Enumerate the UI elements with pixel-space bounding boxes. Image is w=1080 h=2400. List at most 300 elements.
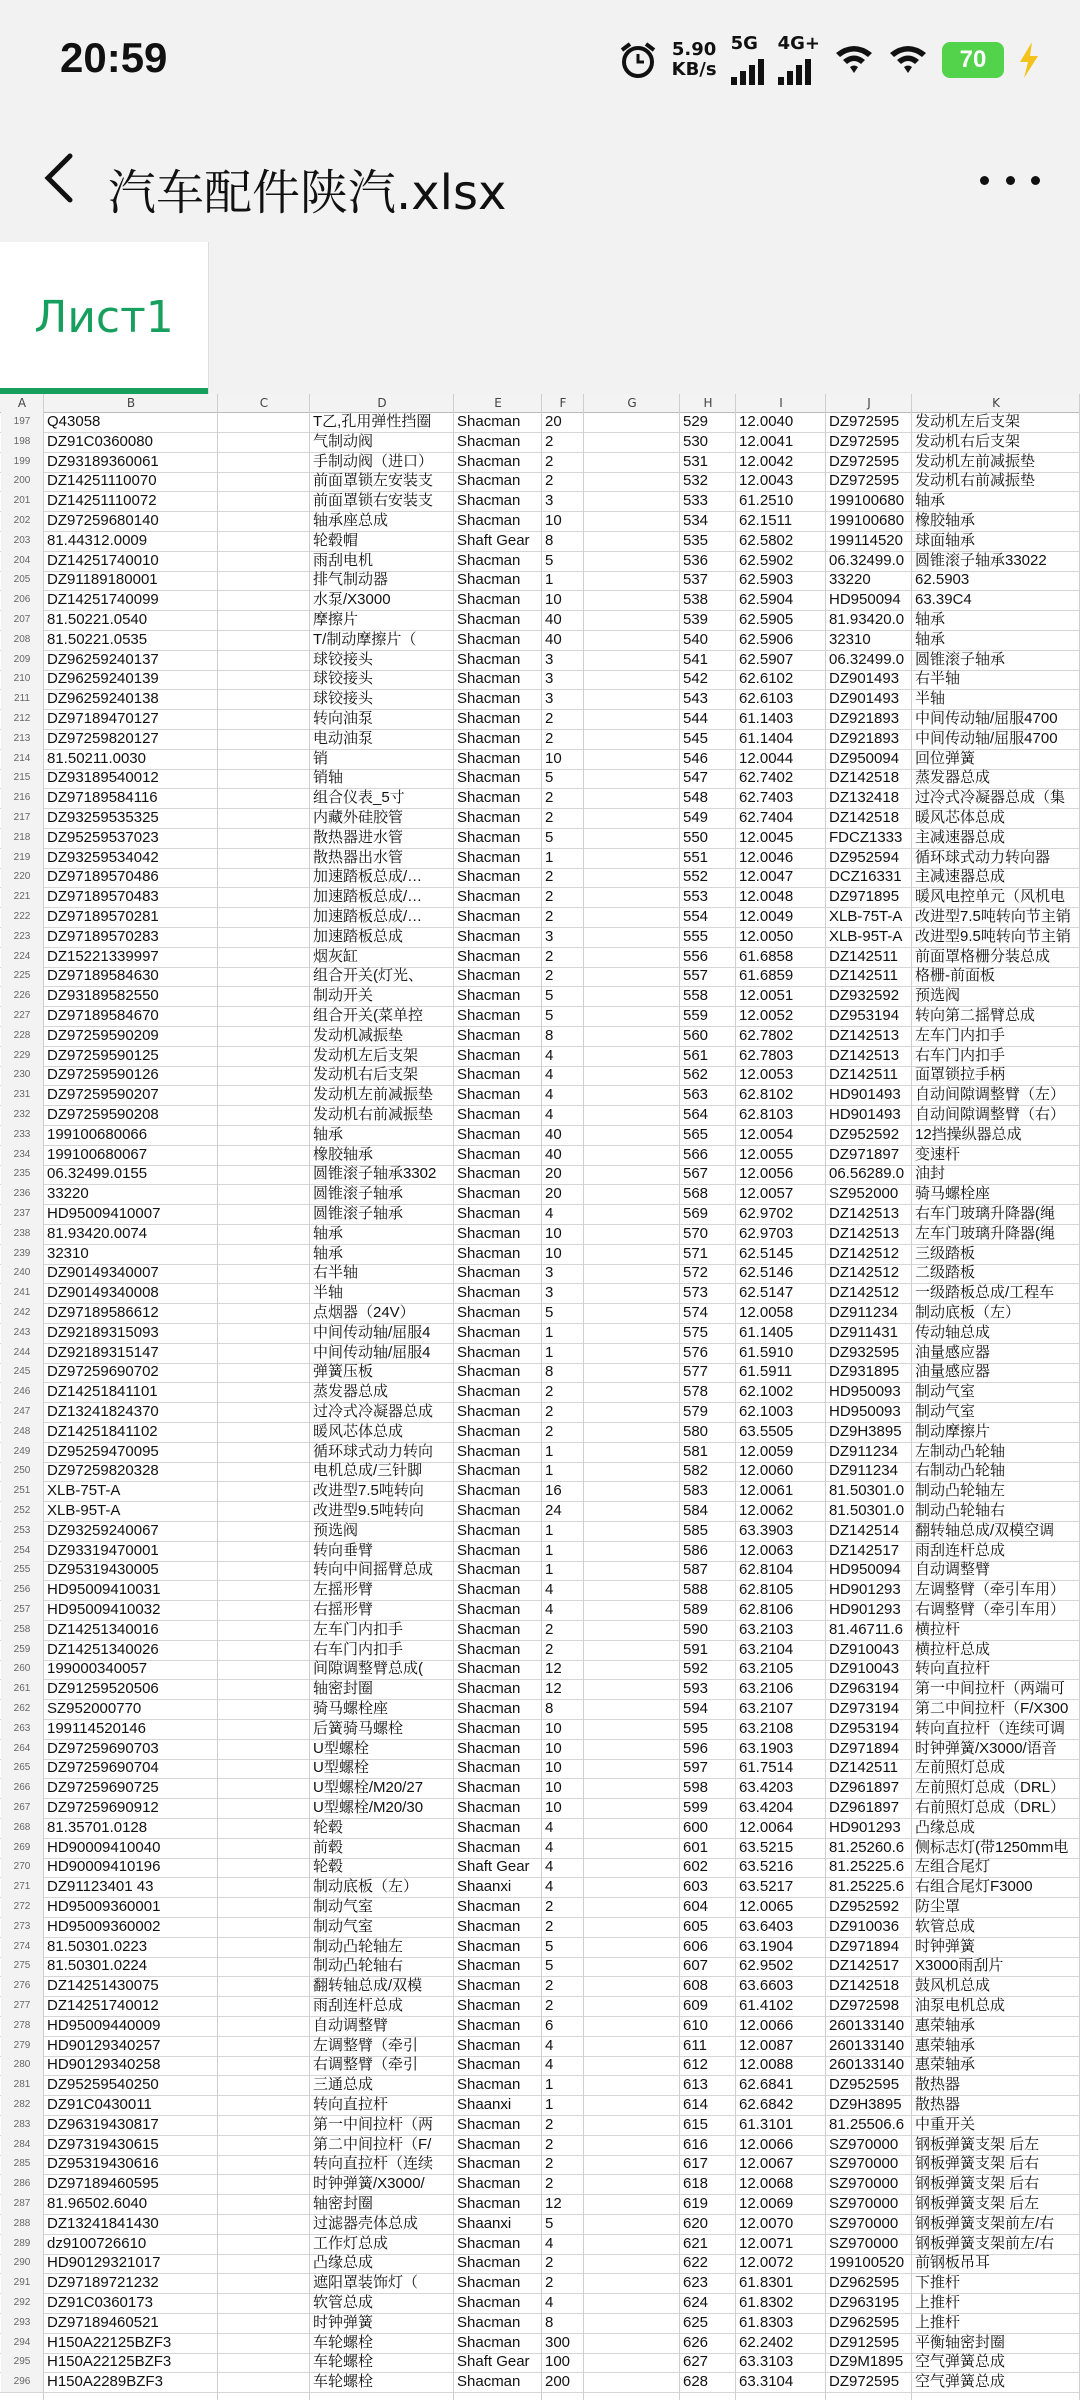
cell-quantity[interactable]: 8 <box>545 531 554 549</box>
cell-quantity[interactable]: 4 <box>545 1046 554 1064</box>
cell-part-number[interactable]: 81.44312.0009 <box>47 531 148 549</box>
cell-index[interactable]: 580 <box>683 1422 709 1440</box>
cell-code[interactable]: 12.0052 <box>739 1007 794 1024</box>
table-row[interactable] <box>0 1362 1080 1383</box>
cell-oem-number[interactable]: HD901493 <box>829 1106 901 1123</box>
cell-description[interactable]: 橡胶轴承 <box>915 512 976 529</box>
cell-code[interactable]: 12.0042 <box>739 452 794 470</box>
cell-description[interactable]: 上推杆 <box>915 2313 961 2331</box>
cell-brand[interactable]: Shacman <box>457 1066 521 1084</box>
cell-oem-number[interactable]: 81.25225.6 <box>829 1858 905 1876</box>
cell-part-number[interactable]: DZ96259240138 <box>47 690 159 708</box>
cell-oem-number[interactable]: DZ911234 <box>829 1304 898 1321</box>
cell-oem-number[interactable]: DZ911431 <box>829 1323 898 1341</box>
cell-quantity[interactable]: 3 <box>545 492 554 510</box>
cell-part-name[interactable]: 轴密封圈 <box>313 1680 374 1698</box>
cell-code[interactable]: 12.0072 <box>739 2254 794 2272</box>
cell-part-name[interactable]: 圆锥滚子轴承 <box>313 1185 404 1203</box>
cell-description[interactable]: 改进型9.5吨转向节主销 <box>915 927 1071 945</box>
cell-part-number[interactable]: DZ97189570283 <box>47 927 159 945</box>
cell-oem-number[interactable]: DZ910036 <box>829 1917 900 1935</box>
cell-part-number[interactable]: HD95009360002 <box>47 1917 161 1935</box>
cell-oem-number[interactable]: DZ971897 <box>829 1145 900 1163</box>
cell-index[interactable]: 597 <box>683 1759 709 1777</box>
cell-description[interactable]: 上推杆 <box>915 2294 961 2311</box>
cell-index[interactable]: 585 <box>683 1521 709 1539</box>
cell-code[interactable]: 62.9502 <box>739 1957 794 1975</box>
cell-description[interactable]: 转向第二摇臂总成 <box>915 1007 1036 1024</box>
cell-quantity[interactable]: 1 <box>545 1343 554 1361</box>
cell-part-name[interactable]: 圆锥滚子轴承3302 <box>313 1165 437 1183</box>
cell-code[interactable]: 61.4102 <box>739 1997 794 2014</box>
cell-part-name[interactable]: U型螺栓/M20/27 <box>313 1779 424 1797</box>
cell-part-number[interactable]: HD90009410196 <box>47 1858 161 1876</box>
cell-quantity[interactable]: 2 <box>545 868 554 886</box>
cell-description[interactable]: 暖风电控单元（风机电 <box>915 888 1066 906</box>
cell-code[interactable]: 63.2108 <box>739 1719 794 1737</box>
cell-index[interactable]: 558 <box>683 987 709 1005</box>
cell-brand[interactable]: Shacman <box>457 2036 521 2054</box>
cell-quantity[interactable]: 2 <box>545 1640 554 1658</box>
cell-code[interactable]: 61.1403 <box>739 710 794 727</box>
cell-part-name[interactable]: 翻转轴总成/双模 <box>313 1977 423 1995</box>
cell-quantity[interactable]: 2 <box>545 1383 554 1401</box>
cell-brand[interactable]: Shacman <box>457 690 521 708</box>
cell-index[interactable]: 609 <box>683 1997 709 2014</box>
cell-code[interactable]: 62.7802 <box>739 1026 794 1044</box>
cell-code[interactable]: 12.0071 <box>739 2234 794 2252</box>
cell-part-number[interactable]: H150A2289BZF3 <box>47 2373 163 2391</box>
cell-part-number[interactable]: DZ97259590126 <box>47 1066 159 1084</box>
cell-code[interactable]: 12.0068 <box>739 2175 794 2193</box>
cell-part-number[interactable]: DZ91C0360080 <box>47 432 153 450</box>
cell-brand[interactable]: Shacman <box>457 2056 521 2074</box>
cell-brand[interactable]: Shacman <box>457 1185 521 1203</box>
cell-code[interactable]: 12.0055 <box>739 1145 794 1163</box>
cell-quantity[interactable]: 12 <box>545 2195 562 2212</box>
table-row[interactable] <box>0 808 1080 829</box>
cell-oem-number[interactable]: 81.50301.0 <box>829 1502 905 1519</box>
cell-part-number[interactable]: DZ93319470001 <box>47 1541 159 1559</box>
cell-part-name[interactable]: 圆锥滚子轴承 <box>313 1205 404 1222</box>
cell-quantity[interactable]: 2 <box>545 1977 554 1995</box>
cell-part-name[interactable]: 气制动阀 <box>313 432 374 450</box>
cell-index[interactable]: 542 <box>683 670 709 688</box>
cell-index[interactable]: 546 <box>683 749 709 767</box>
cell-quantity[interactable]: 8 <box>545 1026 554 1044</box>
cell-part-number[interactable]: DZ93259240067 <box>47 1521 159 1539</box>
cell-part-name[interactable]: 中间传动轴/屈服4 <box>313 1323 431 1341</box>
cell-oem-number[interactable]: DZ9M1895 <box>829 2353 904 2371</box>
cell-part-name[interactable]: 加速踏板总成 <box>313 927 404 945</box>
cell-code[interactable]: 61.8303 <box>739 2313 794 2331</box>
cell-part-name[interactable]: 球铰接头 <box>313 650 374 668</box>
cell-quantity[interactable]: 10 <box>545 749 562 767</box>
cell-description[interactable]: 右制动凸轮轴 <box>915 1462 1006 1480</box>
cell-code[interactable]: 12.0056 <box>739 1165 794 1183</box>
cell-quantity[interactable]: 3 <box>545 670 554 688</box>
table-row[interactable] <box>0 2372 1080 2393</box>
cell-oem-number[interactable]: DZ132418 <box>829 789 900 807</box>
cell-part-name[interactable]: 过冷式冷凝器总成 <box>313 1403 434 1420</box>
cell-quantity[interactable]: 2 <box>545 809 554 826</box>
cell-description[interactable]: 轴承 <box>915 611 946 628</box>
cell-oem-number[interactable]: DZ142511 <box>829 1759 898 1777</box>
cell-brand[interactable]: Shaft Gear <box>457 2353 530 2371</box>
cell-brand[interactable]: Shacman <box>457 1224 521 1242</box>
cell-description[interactable]: 左组合尾灯 <box>915 1858 991 1876</box>
table-row[interactable] <box>0 2154 1080 2175</box>
cell-code[interactable]: 62.7402 <box>739 769 794 787</box>
cell-index[interactable]: 564 <box>683 1106 709 1123</box>
cell-oem-number[interactable]: 199100680 <box>829 512 905 529</box>
cell-quantity[interactable]: 100 <box>545 2353 571 2371</box>
cell-part-number[interactable]: 81.93420.0074 <box>47 1224 148 1242</box>
cell-brand[interactable]: Shacman <box>457 1125 521 1143</box>
cell-quantity[interactable]: 4 <box>545 1838 554 1856</box>
table-row[interactable] <box>0 1204 1080 1225</box>
cell-index[interactable]: 563 <box>683 1086 709 1104</box>
cell-oem-number[interactable]: DZ9H3895 <box>829 1422 902 1440</box>
cell-brand[interactable]: Shacman <box>457 749 521 767</box>
cell-description[interactable]: 主减速器总成 <box>915 868 1006 886</box>
cell-part-name[interactable]: 雨刮电机 <box>313 551 374 569</box>
cell-description[interactable]: 发动机左后支架 <box>915 413 1021 430</box>
cell-part-number[interactable]: 199114520146 <box>47 1719 146 1737</box>
cell-description[interactable]: 钢板弹簧支架前左/右 <box>915 2214 1055 2232</box>
cell-quantity[interactable]: 5 <box>545 769 554 787</box>
cell-part-number[interactable]: DZ97189586612 <box>47 1304 159 1321</box>
cell-brand[interactable]: Shacman <box>457 1383 521 1401</box>
cell-description[interactable]: 左车门玻璃升降器(绳 <box>915 1224 1055 1242</box>
cell-part-number[interactable]: 81.50301.0224 <box>47 1957 148 1975</box>
cell-code[interactable]: 63.4204 <box>739 1799 794 1816</box>
cell-brand[interactable]: Shacman <box>457 927 521 945</box>
table-row[interactable] <box>0 1303 1080 1324</box>
table-row[interactable] <box>0 1125 1080 1146</box>
cell-index[interactable]: 573 <box>683 1284 709 1302</box>
cell-part-name[interactable]: 三通总成 <box>313 2076 374 2094</box>
cell-description[interactable]: 一级踏板总成/工程车 <box>915 1284 1055 1302</box>
cell-oem-number[interactable]: DCZ16331 <box>829 868 902 886</box>
cell-part-name[interactable]: 转向直拉杆 <box>313 2096 389 2113</box>
cell-quantity[interactable]: 4 <box>545 1858 554 1876</box>
cell-oem-number[interactable]: DZ952595 <box>829 2076 900 2094</box>
cell-brand[interactable]: Shacman <box>457 452 521 470</box>
cell-part-number[interactable]: DZ93189540012 <box>47 769 159 787</box>
cell-part-name[interactable]: 改进型7.5吨转向 <box>313 1482 424 1500</box>
cell-description[interactable]: 下推杆 <box>915 2274 961 2292</box>
cell-description[interactable]: 预选阀 <box>915 987 961 1005</box>
cell-oem-number[interactable]: SZ970000 <box>829 2135 899 2153</box>
cell-index[interactable]: 538 <box>683 591 709 609</box>
cell-index[interactable]: 596 <box>683 1739 709 1757</box>
cell-quantity[interactable]: 2 <box>545 472 554 490</box>
cell-quantity[interactable]: 2 <box>545 1422 554 1440</box>
cell-description[interactable]: 面罩锁拉手柄 <box>915 1066 1006 1084</box>
cell-oem-number[interactable]: DZ972598 <box>829 1997 900 2014</box>
table-row[interactable] <box>0 1758 1080 1779</box>
cell-quantity[interactable]: 1 <box>545 2076 554 2094</box>
cell-code[interactable]: 12.0062 <box>739 1502 794 1519</box>
cell-quantity[interactable]: 2 <box>545 432 554 450</box>
cell-brand[interactable]: Shacman <box>457 413 521 430</box>
cell-oem-number[interactable]: 33220 <box>829 571 871 589</box>
cell-part-name[interactable]: 右半轴 <box>313 1264 359 1282</box>
table-row[interactable] <box>0 1600 1080 1621</box>
cell-oem-number[interactable]: DZ963195 <box>829 2294 900 2311</box>
table-row[interactable] <box>0 1382 1080 1403</box>
cell-code[interactable]: 62.7403 <box>739 789 794 807</box>
cell-brand[interactable]: Shacman <box>457 710 521 727</box>
cell-index[interactable]: 547 <box>683 769 709 787</box>
table-row[interactable] <box>0 2214 1080 2235</box>
cell-quantity[interactable]: 2 <box>545 2175 554 2193</box>
table-row[interactable] <box>0 1976 1080 1997</box>
cell-quantity[interactable]: 1 <box>545 1442 554 1460</box>
cell-part-number[interactable]: 81.50221.0540 <box>47 611 148 628</box>
cell-brand[interactable]: Shacman <box>457 2195 521 2212</box>
cell-index[interactable]: 566 <box>683 1145 709 1163</box>
cell-code[interactable]: 63.5505 <box>739 1422 794 1440</box>
cell-part-number[interactable]: DZ97189570483 <box>47 888 159 906</box>
cell-description[interactable]: 前面罩格栅分装总成 <box>915 947 1051 965</box>
cell-part-number[interactable]: DZ95259470095 <box>47 1442 159 1460</box>
cell-quantity[interactable]: 10 <box>545 1224 562 1242</box>
cell-quantity[interactable]: 2 <box>545 1620 554 1638</box>
cell-brand[interactable]: Shacman <box>457 492 521 510</box>
cell-index[interactable]: 544 <box>683 710 709 727</box>
column-header[interactable]: B <box>126 396 136 410</box>
cell-part-name[interactable]: 组合仪表_5寸 <box>313 789 405 807</box>
cell-quantity[interactable]: 2 <box>545 2274 554 2292</box>
cell-part-name[interactable]: 后簧骑马螺栓 <box>313 1719 404 1737</box>
cell-quantity[interactable]: 4 <box>545 1601 554 1618</box>
table-row[interactable] <box>0 1838 1080 1859</box>
cell-part-number[interactable]: DZ92189315093 <box>47 1323 159 1341</box>
cell-part-number[interactable]: DZ14251740012 <box>47 1997 159 2014</box>
cell-code[interactable]: 12.0066 <box>739 2016 794 2034</box>
cell-description[interactable]: 轴承 <box>915 630 946 648</box>
cell-quantity[interactable]: 1 <box>545 571 554 589</box>
cell-description[interactable]: 横拉杆 <box>915 1620 961 1638</box>
cell-part-number[interactable]: DZ96259240137 <box>47 650 159 668</box>
cell-part-number[interactable]: DZ97189460521 <box>47 2313 159 2331</box>
cell-brand[interactable]: Shacman <box>457 1997 521 2014</box>
cell-quantity[interactable]: 4 <box>545 1066 554 1084</box>
cell-index[interactable]: 612 <box>683 2056 709 2074</box>
cell-part-name[interactable]: 水泵/X3000 <box>313 591 391 609</box>
cell-part-name[interactable]: T/制动摩擦片（ <box>313 630 417 648</box>
cell-index[interactable]: 622 <box>683 2254 709 2272</box>
cell-part-number[interactable]: DZ14251841101 <box>47 1383 158 1401</box>
cell-code[interactable]: 12.0043 <box>739 472 794 490</box>
cell-oem-number[interactable]: HD950094 <box>829 591 901 609</box>
cell-code[interactable]: 61.7514 <box>739 1759 794 1777</box>
cell-part-name[interactable]: 左调整臂（牵引 <box>313 2036 419 2054</box>
cell-code[interactable]: 12.0057 <box>739 1185 794 1203</box>
table-row[interactable] <box>0 1679 1080 1700</box>
cell-part-name[interactable]: 中间传动轴/屈服4 <box>313 1343 431 1361</box>
cell-brand[interactable]: Shacman <box>457 1007 521 1024</box>
cell-brand[interactable]: Shacman <box>457 1759 521 1777</box>
cell-code[interactable]: 62.6103 <box>739 690 794 708</box>
cell-oem-number[interactable]: DZ912595 <box>829 2333 900 2351</box>
cell-part-name[interactable]: 时钟弹簧/X3000/ <box>313 2175 425 2193</box>
cell-oem-number[interactable]: DZ972595 <box>829 413 900 430</box>
cell-oem-number[interactable]: 81.93420.0 <box>829 611 905 628</box>
cell-brand[interactable]: Shacman <box>457 1581 521 1599</box>
cell-quantity[interactable]: 10 <box>545 1719 562 1737</box>
cell-code[interactable]: 63.6603 <box>739 1977 794 1995</box>
cell-part-number[interactable]: 81.50301.0223 <box>47 1937 148 1955</box>
cell-brand[interactable]: Shacman <box>457 1739 521 1757</box>
cell-brand[interactable]: Shacman <box>457 1264 521 1282</box>
cell-code[interactable]: 63.2106 <box>739 1680 794 1698</box>
cell-oem-number[interactable]: 260133140 <box>829 2016 905 2034</box>
cell-description[interactable]: 凸缘总成 <box>915 1818 976 1836</box>
table-row[interactable] <box>0 2075 1080 2096</box>
cell-index[interactable]: 619 <box>683 2195 709 2212</box>
cell-part-name[interactable]: 转向直拉杆（连续 <box>313 2155 434 2173</box>
cell-part-name[interactable]: 骑马螺栓座 <box>313 1700 389 1717</box>
cell-quantity[interactable]: 20 <box>545 413 562 430</box>
cell-brand[interactable]: Shacman <box>457 1541 521 1559</box>
cell-quantity[interactable]: 5 <box>545 1007 554 1024</box>
cell-part-name[interactable]: 内藏外硅胶管 <box>313 809 404 826</box>
cell-part-name[interactable]: 轮毂 <box>313 1818 344 1836</box>
cell-quantity[interactable]: 10 <box>545 1759 562 1777</box>
cell-quantity[interactable]: 1 <box>545 1323 554 1341</box>
table-row[interactable] <box>0 2115 1080 2136</box>
cell-part-name[interactable]: 凸缘总成 <box>313 2254 374 2272</box>
cell-description[interactable]: 惠荣轴承 <box>915 2016 976 2034</box>
column-header[interactable]: H <box>703 396 713 410</box>
cell-description[interactable]: 中重开关 <box>915 2115 976 2133</box>
cell-oem-number[interactable]: 06.32499.0 <box>829 551 905 569</box>
cell-part-name[interactable]: 过滤器壳体总成 <box>313 2214 419 2232</box>
cell-brand[interactable]: Shacman <box>457 1482 521 1500</box>
cell-description[interactable]: 自动间隙调整臂（右） <box>915 1106 1066 1123</box>
cell-part-number[interactable]: DZ14251740099 <box>47 591 159 609</box>
cell-code[interactable]: 63.4203 <box>739 1779 794 1797</box>
cell-code[interactable]: 12.0058 <box>739 1304 794 1321</box>
cell-index[interactable]: 560 <box>683 1026 709 1044</box>
cell-index[interactable]: 570 <box>683 1224 709 1242</box>
cell-oem-number[interactable]: DZ142517 <box>829 1541 900 1559</box>
cell-code[interactable]: 62.5902 <box>739 551 794 569</box>
cell-brand[interactable]: Shacman <box>457 1977 521 1995</box>
cell-part-name[interactable]: 烟灰缸 <box>313 947 359 965</box>
cell-index[interactable]: 611 <box>683 2036 707 2054</box>
cell-brand[interactable]: Shacman <box>457 809 521 826</box>
cell-description[interactable]: 发动机右后支架 <box>915 432 1021 450</box>
cell-quantity[interactable]: 5 <box>545 551 554 569</box>
cell-description[interactable]: 惠荣轴承 <box>915 2056 976 2074</box>
cell-oem-number[interactable]: SZ970000 <box>829 2234 899 2252</box>
cell-code[interactable]: 12.0088 <box>739 2056 794 2074</box>
cell-part-number[interactable]: DZ91C0360173 <box>47 2294 153 2311</box>
table-row[interactable] <box>0 848 1080 869</box>
cell-part-number[interactable]: DZ90149340008 <box>47 1284 159 1302</box>
cell-brand[interactable]: Shacman <box>457 1403 521 1420</box>
cell-part-name[interactable]: 销轴 <box>313 769 344 787</box>
cell-code[interactable]: 62.5146 <box>739 1264 794 1282</box>
cell-part-number[interactable]: DZ97259820127 <box>47 729 159 747</box>
cell-part-number[interactable]: HD90129340257 <box>47 2036 161 2054</box>
cell-index[interactable]: 543 <box>683 690 709 708</box>
cell-code[interactable]: 62.6841 <box>739 2076 794 2094</box>
cell-index[interactable]: 586 <box>683 1541 709 1559</box>
cell-part-name[interactable]: 销 <box>313 749 329 767</box>
cell-quantity[interactable]: 2 <box>545 789 554 807</box>
cell-code[interactable]: 62.6842 <box>739 2096 794 2113</box>
cell-brand[interactable]: Shacman <box>457 967 521 985</box>
cell-description[interactable]: 平衡轴密封圈 <box>915 2333 1006 2351</box>
cell-quantity[interactable]: 2 <box>545 2115 554 2133</box>
cell-brand[interactable]: Shacman <box>457 1165 521 1183</box>
cell-part-name[interactable]: 软管总成 <box>313 2294 374 2311</box>
column-header[interactable]: A <box>17 396 27 410</box>
table-row[interactable] <box>0 1026 1080 1047</box>
cell-brand[interactable]: Shacman <box>457 2333 521 2351</box>
cell-description[interactable]: 左制动凸轮轴 <box>915 1442 1006 1460</box>
cell-quantity[interactable]: 5 <box>545 1957 554 1975</box>
cell-part-name[interactable]: 半轴 <box>313 1284 344 1302</box>
cell-part-number[interactable]: DZ14251340026 <box>47 1640 159 1658</box>
cell-code[interactable]: 62.1511 <box>739 512 793 529</box>
cell-brand[interactable]: Shacman <box>457 1462 521 1480</box>
cell-index[interactable]: 565 <box>683 1125 709 1143</box>
table-row[interactable] <box>0 1481 1080 1502</box>
cell-code[interactable]: 62.8103 <box>739 1106 794 1123</box>
cell-code[interactable]: 61.8302 <box>739 2294 794 2311</box>
column-header[interactable]: K <box>992 396 1000 410</box>
cell-description[interactable]: 发动机右前减振垫 <box>915 472 1036 490</box>
cell-brand[interactable]: Shacman <box>457 769 521 787</box>
table-row[interactable] <box>0 1244 1080 1265</box>
table-row[interactable] <box>0 1937 1080 1958</box>
cell-brand[interactable]: Shacman <box>457 1106 521 1123</box>
table-row[interactable] <box>0 768 1080 789</box>
cell-quantity[interactable]: 4 <box>545 1106 554 1123</box>
table-row[interactable] <box>0 947 1080 968</box>
cell-brand[interactable]: Shacman <box>457 1937 521 1955</box>
cell-quantity[interactable]: 1 <box>545 1561 554 1579</box>
cell-index[interactable]: 568 <box>683 1185 709 1203</box>
cell-quantity[interactable]: 10 <box>545 591 562 609</box>
cell-quantity[interactable]: 3 <box>545 650 554 668</box>
cell-oem-number[interactable]: 199100680 <box>829 492 905 510</box>
more-options-icon[interactable] <box>980 160 1040 200</box>
cell-code[interactable]: 12.0059 <box>739 1442 794 1460</box>
cell-quantity[interactable]: 2 <box>545 710 554 727</box>
cell-part-name[interactable]: 制动凸轮轴右 <box>313 1957 404 1975</box>
table-row[interactable] <box>0 1283 1080 1304</box>
table-row[interactable] <box>0 1560 1080 1581</box>
cell-quantity[interactable]: 4 <box>545 2234 554 2252</box>
cell-oem-number[interactable]: DZ952592 <box>829 1125 900 1143</box>
cell-quantity[interactable]: 2 <box>545 1898 554 1915</box>
cell-code[interactable]: 12.0061 <box>739 1482 794 1500</box>
cell-quantity[interactable]: 40 <box>545 1125 562 1143</box>
cell-part-name[interactable]: 加速踏板总成/… <box>313 888 423 906</box>
table-row[interactable] <box>0 590 1080 611</box>
cell-oem-number[interactable]: DZ142511 <box>829 1066 898 1084</box>
cell-brand[interactable]: Shacman <box>457 888 521 906</box>
cell-code[interactable]: 12.0051 <box>739 987 794 1005</box>
cell-part-number[interactable]: DZ13241824370 <box>47 1403 159 1420</box>
